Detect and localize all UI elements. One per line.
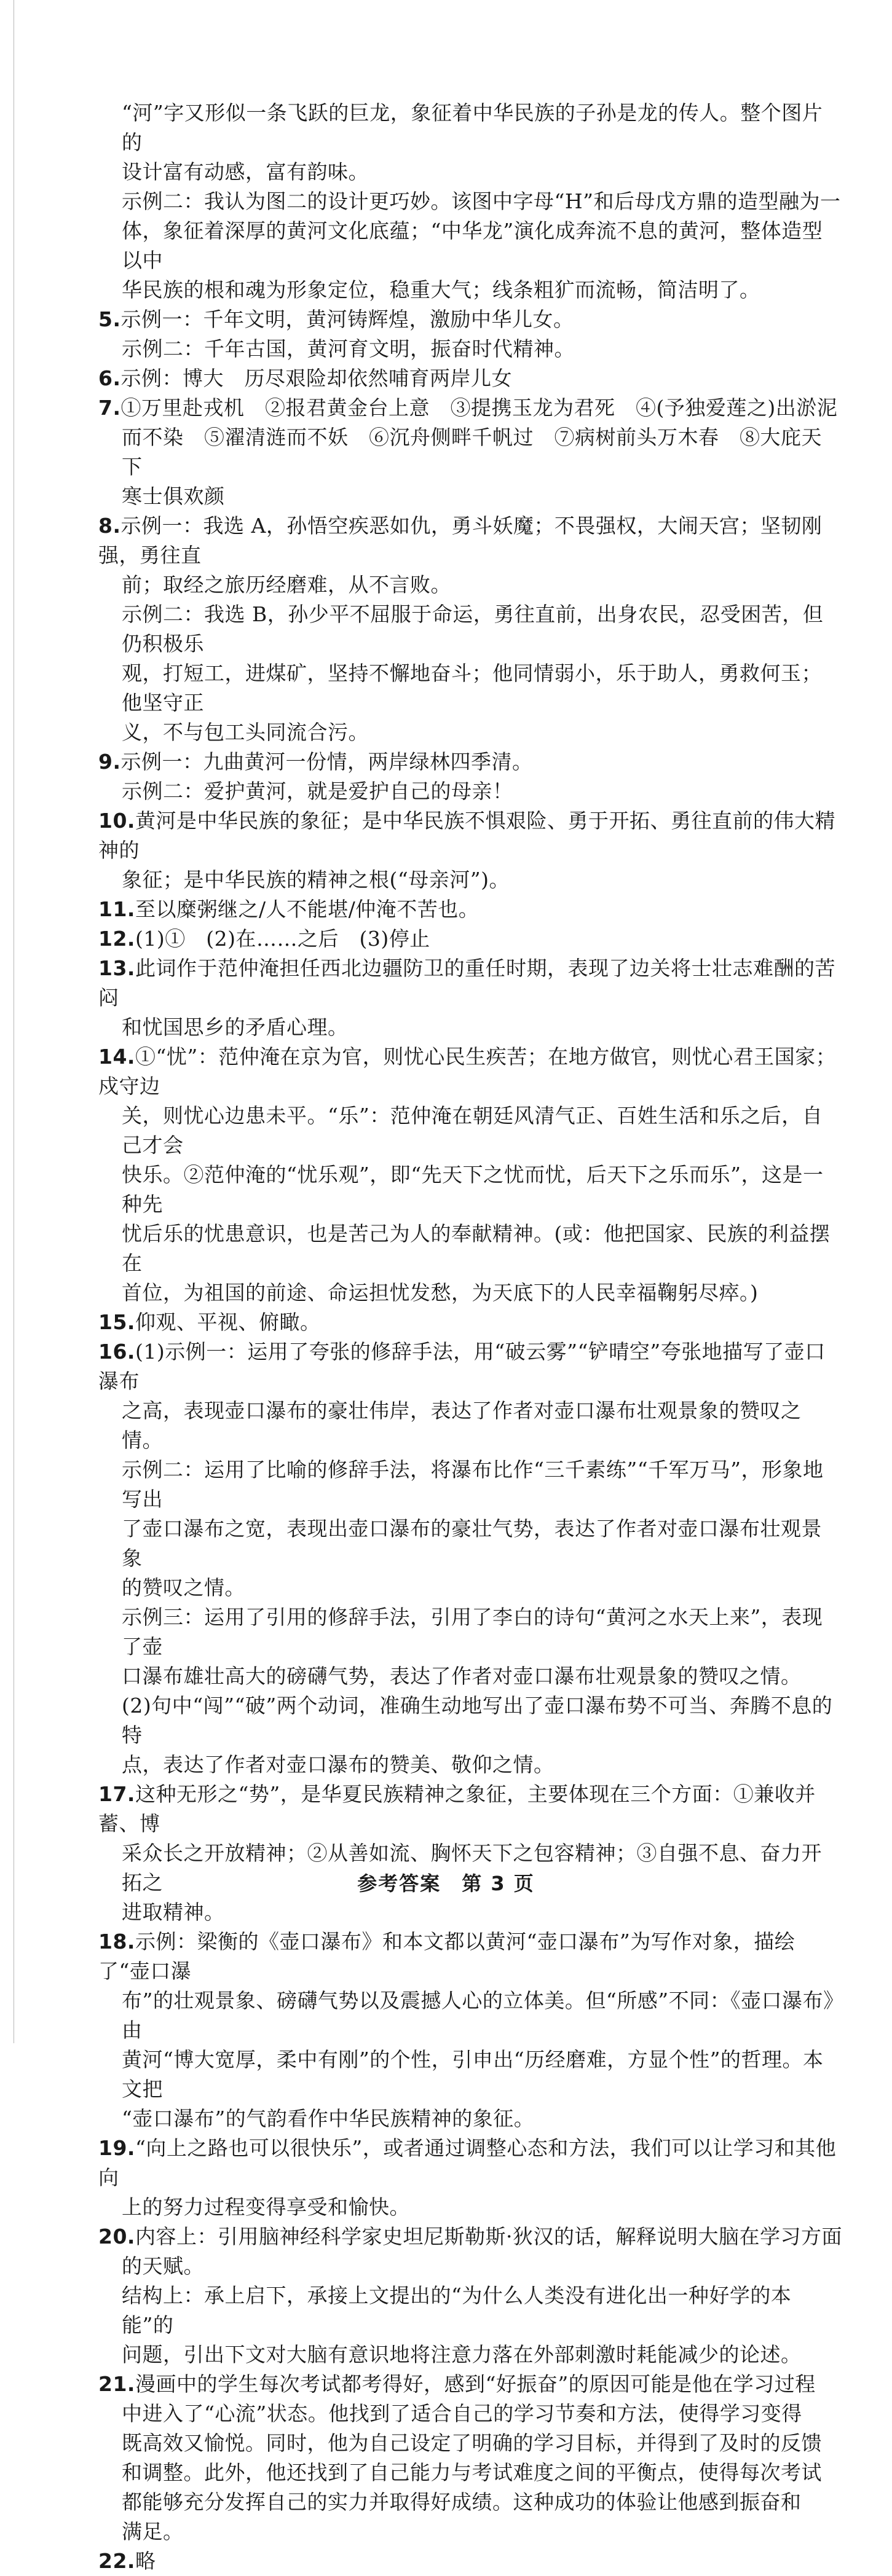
- answer-text: 忧后乐的忧患意识，也是苦己为人的奉献精神。(或：他把国家、民族的利益摆在: [122, 1222, 831, 1275]
- answer-line: [98, 1278, 842, 1308]
- answer-text: 而不染 ⑤濯清涟而不妖 ⑥沉舟侧畔千帆过 ⑦病树前头万木春 ⑧大庇天下: [122, 425, 822, 479]
- answer-text: 和忧国思乡的矛盾心理。: [122, 1015, 349, 1039]
- answer-text: 首位，为祖国的前途、命运担忧发愁，为天底下的人民幸福鞠躬尽瘁。): [122, 1281, 759, 1305]
- answer-line: [98, 1662, 842, 1691]
- answer-text: (1)① (2)在……之后 (3)停止: [135, 927, 430, 951]
- answer-item-start: [98, 1780, 842, 1839]
- answer-line: [98, 1514, 842, 1573]
- answer-sheet: [98, 98, 842, 2576]
- answer-line: [98, 98, 842, 157]
- answer-text: 问题，引出下文对大脑有意识地将注意力落在外部刺激时耗能减少的论述。: [122, 2342, 802, 2366]
- answer-text: 口瀑布雄壮高大的磅礴气势，表达了作者对壶口瀑布壮观景象的赞叹之情。: [122, 1664, 802, 1688]
- answer-text: 仰观、平视、俯瞰。: [135, 1310, 321, 1334]
- answer-item-start: [98, 806, 842, 865]
- answer-line: [98, 2517, 842, 2547]
- answer-line: [98, 659, 842, 718]
- answer-number: 21.: [98, 2372, 135, 2396]
- answer-text: 示例二：运用了比喻的修辞手法，将瀑布比作“三千素练”“千军万马”，形象地写出: [122, 1458, 824, 1511]
- answer-line: [98, 1013, 842, 1042]
- answer-line: [98, 2252, 842, 2281]
- answer-line: [98, 2488, 842, 2517]
- answer-item-start: [98, 364, 842, 393]
- answer-item-start: [98, 2222, 842, 2252]
- answer-text: 和调整。此外，他还找到了自己能力与考试难度之间的平衡点，使得每次考试: [122, 2460, 822, 2484]
- answer-text: (2)句中“闯”“破”两个动词，准确生动地写出了壶口瀑布势不可当、奔腾不息的特: [122, 1694, 833, 1747]
- answer-text: 采众长之开放精神；②从善如流、胸怀天下之包容精神；③自强不息、奋力开拓之: [122, 1841, 822, 1895]
- answer-item-start: [98, 747, 842, 777]
- answer-line: [98, 1691, 842, 1750]
- answer-text: 此词作于范仲淹担任西北边疆防卫的重任时期，表现了边关将士壮志难酬的苦闷: [98, 956, 835, 1010]
- answer-text: 象征；是中华民族的精神之根(“母亲河”)。: [122, 868, 510, 892]
- answer-text: 结构上：承上启下，承接上文提出的“为什么人类没有进化出一种好学的本能”的: [122, 2283, 792, 2337]
- answer-line: [98, 1898, 842, 1927]
- answer-item-start: [98, 1042, 842, 1101]
- answer-text: 漫画中的学生每次考试都考得好，感到“好振奋”的原因可能是他在学习过程: [135, 2372, 816, 2396]
- answer-number: 19.: [98, 2136, 135, 2160]
- answer-number: 10.: [98, 809, 135, 833]
- answer-text: 观，打短工，进煤矿，坚持不懈地奋斗；他同情弱小，乐于助人，勇救何玉；他坚守正: [122, 661, 822, 715]
- answer-text: 示例一：千年文明，黄河铸辉煌，激励中华儿女。: [120, 307, 574, 331]
- answer-item-start: [98, 393, 842, 423]
- answer-number: 14.: [98, 1045, 135, 1069]
- answer-text: 布”的壮观景象、磅礴气势以及震撼人心的立体美。但“所感”不同：《壶口瀑布》由: [122, 1989, 834, 2042]
- answer-line: [98, 2340, 842, 2370]
- answer-text: 示例二：我选 B，孙少平不屈服于命运，勇往直前，出身农民，忍受困苦，但仍积极乐: [122, 602, 824, 656]
- answer-text: 点，表达了作者对壶口瀑布的赞美、敬仰之情。: [122, 1753, 555, 1777]
- answer-text: 内容上：引用脑神经科学家史坦尼斯勒斯·狄汉的话，解释说明大脑在学习方面: [135, 2225, 842, 2248]
- answer-line: [98, 1455, 842, 1514]
- answer-line: [98, 2193, 842, 2222]
- answer-line: [98, 216, 842, 275]
- answer-line: [98, 187, 842, 216]
- answer-text: “壶口瀑布”的气韵看作中华民族精神的象征。: [122, 2107, 535, 2130]
- answer-number: 13.: [98, 956, 135, 980]
- answer-text: 示例二：我认为图二的设计更巧妙。该图中字母“H”和后母戊方鼎的造型融为一: [122, 189, 841, 213]
- answer-text: ①“忧”：范仲淹在京为官，则忧心民生疾苦；在地方做官，则忧心君王国家；戍守边: [98, 1045, 837, 1098]
- answer-text: 至以糜粥继之/人不能堪/仲淹不苦也。: [135, 897, 480, 921]
- answer-text: 略: [135, 2549, 156, 2573]
- answer-number: 18.: [98, 1930, 135, 1954]
- answer-item-start: [98, 954, 842, 1013]
- answer-item-start: [98, 924, 842, 954]
- answer-item-start: [98, 1927, 842, 1986]
- answer-text: 华民族的根和魂为形象定位，稳重大气；线条粗犷而流畅，简洁明了。: [122, 278, 760, 302]
- answer-text: 寒士俱欢颜: [122, 484, 225, 508]
- answer-text: 前；取经之旅历经磨难，从不言败。: [122, 573, 451, 597]
- answer-number: 16.: [98, 1340, 135, 1364]
- answer-number: 9.: [98, 750, 121, 774]
- answer-text: 义，不与包工头同流合污。: [122, 720, 369, 744]
- answer-text: (1)示例一：运用了夸张的修辞手法，用“破云雾”“铲晴空”夸张地描写了壶口瀑布: [98, 1340, 826, 1393]
- answer-text: 快乐。②范仲淹的“忧乐观”，即“先天下之忧而忧，后天下之乐而乐”，这是一种先: [122, 1163, 824, 1216]
- answer-number: 11.: [98, 897, 135, 921]
- answer-number: 15.: [98, 1310, 135, 1334]
- answer-line: [98, 2429, 842, 2458]
- answer-text: 上的努力过程变得享受和愉快。: [122, 2195, 410, 2219]
- answer-text: 示例三：运用了引用的修辞手法，引用了李白的诗句“黄河之水天上来”，表现了壶: [122, 1605, 823, 1659]
- answer-text: 的赞叹之情。: [122, 1576, 245, 1600]
- answer-text: 既高效又愉悦。同时，他为自己设定了明确的学习目标，并得到了及时的反馈: [122, 2431, 822, 2455]
- answer-item-start: [98, 1308, 842, 1337]
- answer-line: [98, 777, 842, 806]
- answer-text: 黄河“博大宽厚，柔中有刚”的个性，引申出“历经磨难，方显个性”的哲理。本文把: [122, 2048, 824, 2101]
- answer-number: 12.: [98, 927, 135, 951]
- answer-line: [98, 1573, 842, 1603]
- answer-line: [98, 1101, 842, 1160]
- answer-text: 中进入了“心流”状态。他找到了适合自己的学习节奏和方法，使得学习变得: [122, 2401, 802, 2425]
- answer-line: [98, 2458, 842, 2488]
- answer-item-start: [98, 2370, 842, 2399]
- answer-line: [98, 570, 842, 600]
- answer-item-start: [98, 2547, 842, 2576]
- answer-number: 17.: [98, 1782, 135, 1806]
- answer-line: [98, 2104, 842, 2134]
- answer-line: [98, 1219, 842, 1278]
- answer-line: [98, 482, 842, 511]
- answer-text: 都能够充分发挥自己的实力并取得好成绩。这种成功的体验让他感到振奋和: [122, 2490, 802, 2514]
- answer-line: [98, 423, 842, 482]
- answer-text: 这种无形之“势”，是华夏民族精神之象征，主要体现在三个方面：①兼收并蓄、博: [98, 1782, 816, 1836]
- answer-line: [98, 1160, 842, 1219]
- answer-text: 进取精神。: [122, 1900, 225, 1924]
- answer-line: [98, 1750, 842, 1780]
- answer-text: “河”字又形似一条飞跃的巨龙，象征着中华民族的子孙是龙的传人。整个图片的: [122, 101, 823, 154]
- answer-line: [98, 157, 842, 187]
- answer-number: 7.: [98, 396, 121, 420]
- answer-text: 的天赋。: [122, 2254, 204, 2278]
- answer-text: 满足。: [122, 2519, 184, 2543]
- answer-text: 关，则忧心边患未平。“乐”：范仲淹在朝廷风清气正、百姓生活和乐之后，自己才会: [122, 1104, 823, 1157]
- answer-line: [98, 1986, 842, 2045]
- answer-line: [98, 2045, 842, 2104]
- answer-item-start: [98, 511, 842, 570]
- answer-line: [98, 2281, 842, 2340]
- answer-text: 示例二：千年古国，黄河育文明，振奋时代精神。: [122, 337, 575, 361]
- answer-number: 6.: [98, 366, 121, 390]
- answer-line: [98, 600, 842, 659]
- answer-text: 示例一：九曲黄河一份情，两岸绿林四季清。: [120, 750, 533, 774]
- answer-number: 8.: [98, 514, 121, 538]
- answer-line: [98, 275, 842, 305]
- answer-text: “向上之路也可以很快乐”，或者通过调整心态和方法，我们可以让学习和其他向: [98, 2136, 837, 2189]
- answer-line: [98, 1396, 842, 1455]
- answer-text: 示例：梁衡的《壶口瀑布》和本文都以黄河“壶口瀑布”为写作对象，描绘了“壶口瀑: [98, 1930, 795, 1983]
- answer-line: [98, 865, 842, 895]
- answer-text: 之高，表现壶口瀑布的豪壮伟岸，表达了作者对壶口瀑布壮观景象的赞叹之情。: [122, 1399, 802, 1452]
- answer-number: 5.: [98, 307, 121, 331]
- answer-item-start: [98, 305, 842, 334]
- answer-number: 20.: [98, 2225, 135, 2248]
- answer-line: [98, 718, 842, 747]
- answer-line: [98, 334, 842, 364]
- answer-text: 了壶口瀑布之宽，表现出壶口瀑布的豪壮气势，表达了作者对壶口瀑布壮观景象: [122, 1517, 822, 1570]
- answer-item-start: [98, 1337, 842, 1396]
- answer-number: 22.: [98, 2549, 135, 2573]
- answer-line: [98, 1603, 842, 1662]
- answer-text: 示例：博大 历尽艰险却依然哺育两岸儿女: [120, 366, 512, 390]
- answer-item-start: [98, 895, 842, 924]
- answer-text: 体，象征着深厚的黄河文化底蕴；“中华龙”演化成奔流不息的黄河，整体造型以中: [122, 219, 823, 272]
- answer-text: 设计富有动感，富有韵味。: [122, 160, 369, 184]
- answer-line: [98, 2399, 842, 2429]
- answer-item-start: [98, 2134, 842, 2193]
- answer-text: 黄河是中华民族的象征；是中华民族不惧艰险、勇于开拓、勇往直前的伟大精神的: [98, 809, 835, 862]
- answer-text: ①万里赴戎机 ②报君黄金台上意 ③提携玉龙为君死 ④(予独爱莲之)出淤泥: [120, 396, 838, 420]
- page-footer: 参考答案 第 3 页: [357, 1872, 535, 1895]
- answer-text: 示例一：我选 A，孙悟空疾恶如仇，勇斗妖魔；不畏强权，大闹天宫；坚韧刚强，勇往直: [98, 514, 823, 567]
- answer-text: 示例二：爱护黄河，就是爱护自己的母亲！: [122, 779, 513, 803]
